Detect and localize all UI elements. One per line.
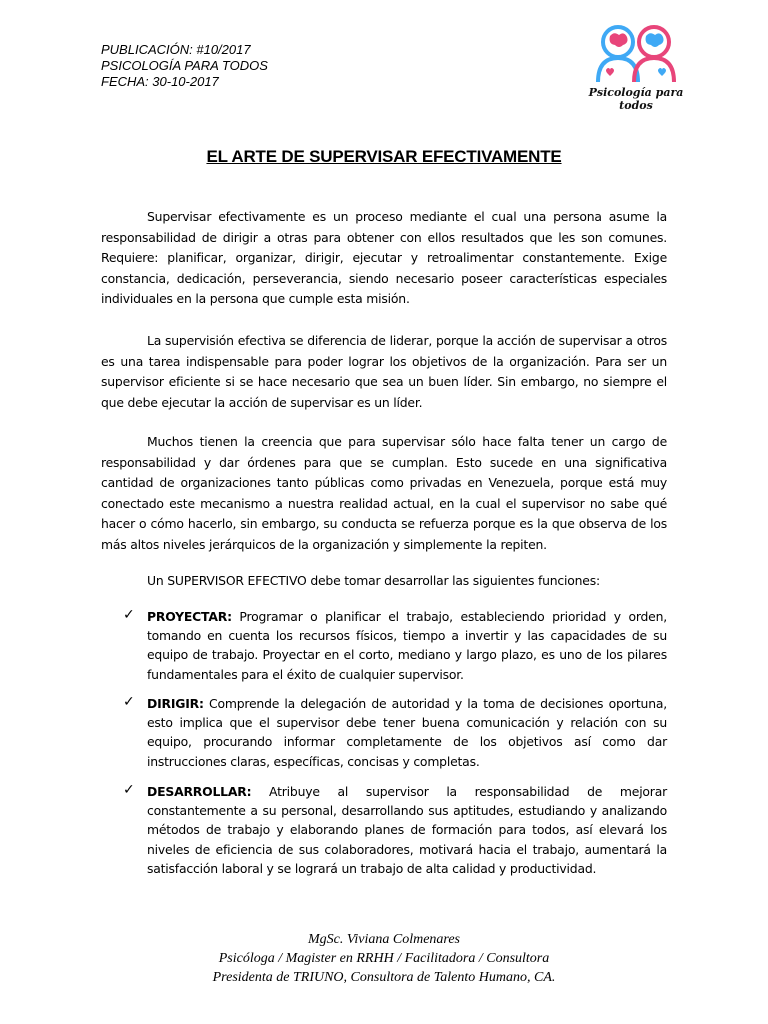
list-item-term: PROYECTAR: [147, 609, 232, 624]
logo-heads-icon [580, 22, 692, 86]
author-position: Presidenta de TRIUNO, Consultora de Talento Humano, CA. [212, 970, 556, 985]
publication-subject: PSICOLOGÍA PARA TODOS [101, 58, 268, 73]
list-item [123, 782, 667, 878]
checkmark-icon: ✓ [123, 694, 135, 710]
author-role: Psicóloga / Magister en RRHH / Facilitadora / Consultora [218, 951, 550, 966]
list-item [123, 694, 667, 771]
publication-date: FECHA: 30-10-2017 [101, 74, 219, 89]
list-item [123, 607, 667, 684]
list-item-term: DESARROLLAR: [147, 784, 252, 799]
paragraph-3: Muchos tienen la creencia que para supervisar sólo hace falta tener un cargo de responsabilidad y dar órdenes para que se cumplan. Esto sucede en una significativa cantidad de organizaciones tanto públicas como privadas en Venezuela, porque está muy conectado este mecanismo a nuestra realidad actual, en la cual el supervisor no sabe qué hacer o cómo hacerlo, sin embargo, su conducta se refuerza porque es la que observa de los más altos niveles jerárquicos de la organización y simplemente la repiten. [101, 434, 667, 552]
author-name: MgSc. Viviana Colmenares [307, 932, 461, 947]
checkmark-icon: ✓ [123, 607, 135, 623]
logo-text: Psicología para todos [588, 86, 684, 112]
list-item-term: DIRIGIR: [147, 696, 204, 711]
list-item-text: Programar o planificar el trabajo, estableciendo prioridad y orden, tomando en cuenta los recursos físicos, tiempo a invertir y las capacidades de su equipo de trabajo. Proyectar en el corto, mediano y largo plazo, es uno de los pilares fundamentales para el éxito de cualquier supervisor. [147, 609, 667, 682]
logo [580, 22, 692, 112]
publication-number: PUBLICACIÓN: #10/2017 [101, 42, 251, 57]
document-header [101, 42, 268, 90]
paragraph-1: Supervisar efectivamente es un proceso mediante el cual una persona asume la responsabilidad de dirigir a otras para obtener con ellos resultados que les son comunes. Requiere: planificar, organizar, dirigir, ejecutar y retroalimentar constantemente. Exige constancia, dedicación, perseverancia, siendo necesario poseer características especiales individuales en la persona que cumple esta misión. [101, 209, 667, 307]
list-item-text: Comprende la delegación de autoridad y la toma de decisiones oportuna, esto implica que el supervisor debe tener buena comunicación y relación con su equipo, procurando informar completamente de los objetivos así como dar instrucciones claras, específicas, concisas y completas. [147, 696, 667, 769]
checkmark-icon: ✓ [123, 782, 135, 798]
list-item-text: Atribuye al supervisor la responsabilidad de mejorar constantemente a su personal, desarrollando sus aptitudes, estudiando y analizando métodos de trabajo y elaborando planes de formación para todos, así elevará los niveles de eficiencia de sus colaboradores, motivará hacia el trabajo, aumentará la satisfacción laboral y se logrará un trabajo de alta calidad y productividad. [147, 784, 667, 876]
author-signature [0, 930, 768, 987]
page-title: EL ARTE DE SUPERVISAR EFECTIVAMENTE [206, 147, 562, 166]
functions-intro: Un SUPERVISOR EFECTIVO debe tomar desarrollar las siguientes funciones: [147, 573, 600, 588]
paragraph-2: La supervisión efectiva se diferencia de liderar, porque la acción de supervisar a otros es una tarea indispensable para poder lograr los objetivos de la organización. Para ser un supervisor eficiente si se hace necesario que sea un buen líder. Sin embargo, no siempre el que debe ejecutar la acción de supervisar es un líder. [101, 333, 667, 410]
